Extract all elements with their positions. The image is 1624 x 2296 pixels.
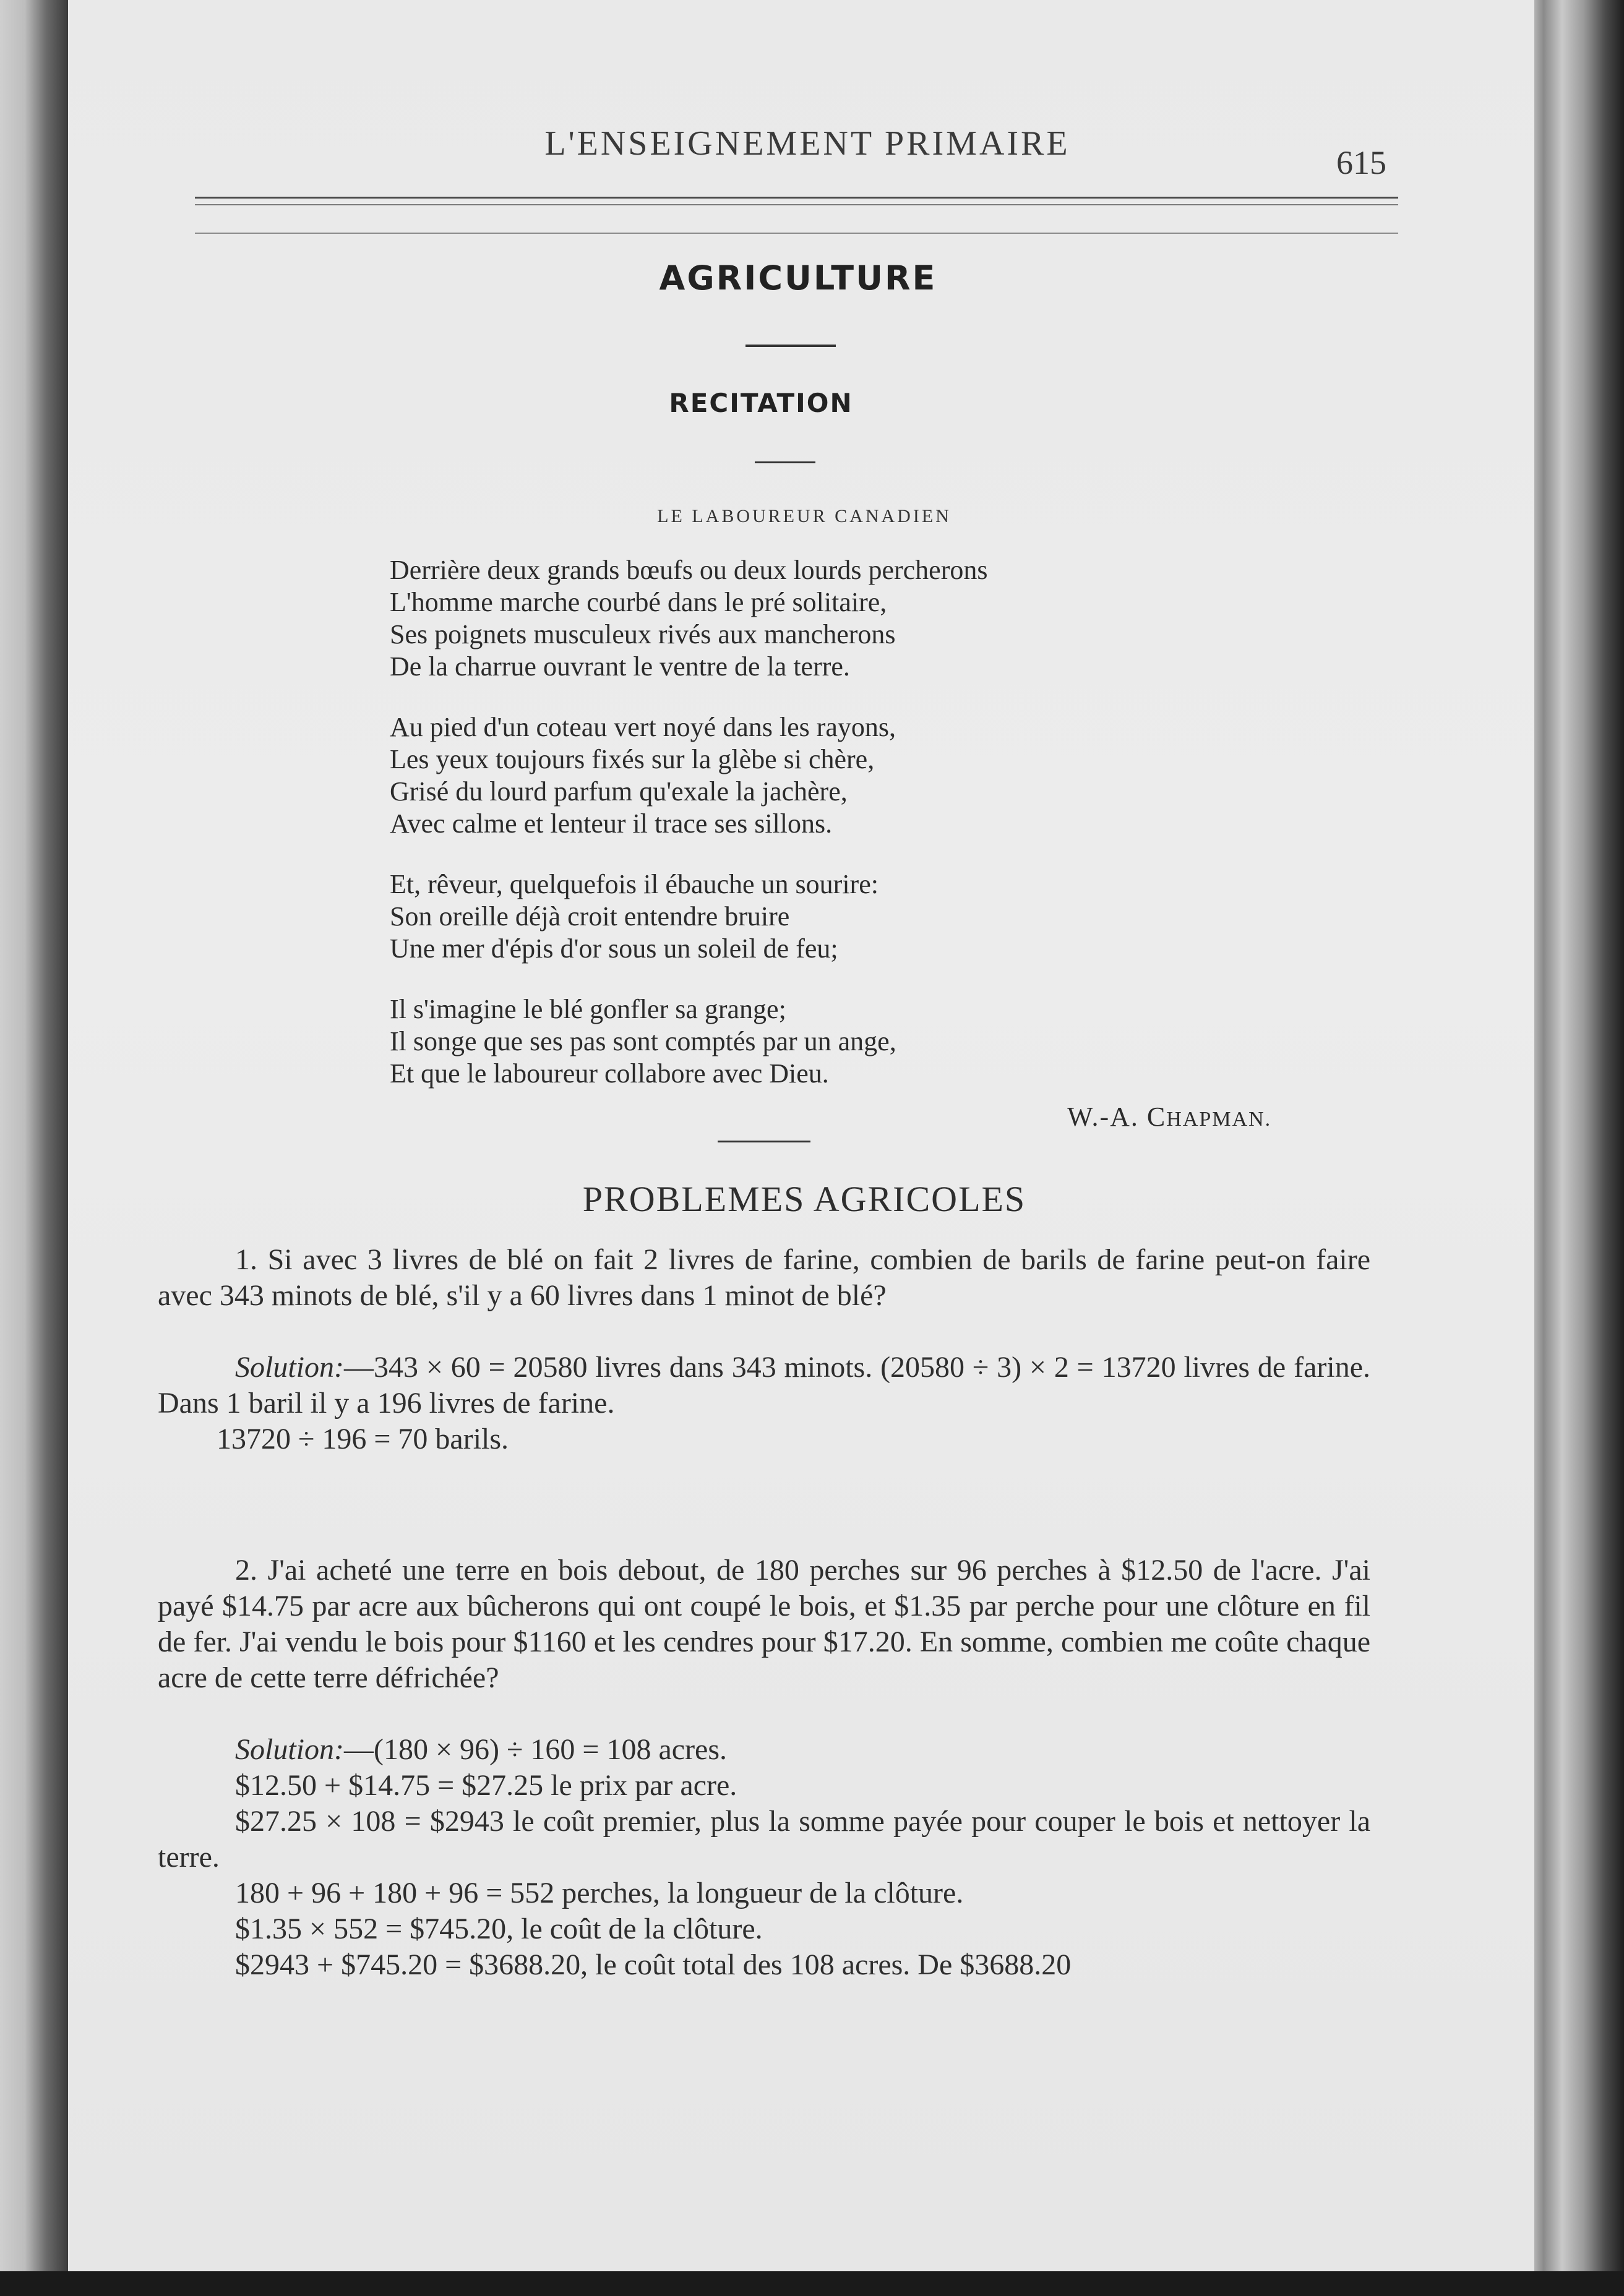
- problem-1-solution-result: 13720 ÷ 196 = 70 barils.: [217, 1423, 509, 1455]
- solution-text: —(180 × 96) ÷ 160 = 108 acres.: [344, 1733, 728, 1766]
- subsection-title: RECITATION: [669, 388, 853, 418]
- poem-line: L'homme marche courbé dans le pré solitaire,: [390, 587, 887, 617]
- book-binding-shadow: [0, 0, 68, 2296]
- solution-label: Solution:: [235, 1351, 344, 1384]
- poem-stanza: [390, 711, 1225, 840]
- poem-line: De la charrue ouvrant le ventre de la terre.: [390, 651, 850, 682]
- separator-dash: [755, 461, 815, 463]
- poem-body: [390, 554, 1225, 1118]
- section-title: AGRICULTURE: [659, 259, 937, 298]
- poem-stanza: [390, 868, 1225, 965]
- problem-2: [158, 1553, 1370, 1983]
- poem-line: Avec calme et lenteur il trace ses sillons.: [390, 808, 833, 839]
- separator-dash: [745, 345, 836, 347]
- author-surname: HAPMAN.: [1166, 1108, 1272, 1131]
- header-rule-bottom: [195, 204, 1398, 205]
- poem-stanza: [390, 554, 1225, 683]
- problem-2-solution-line: $12.50 + $14.75 = $27.25 le prix par acre.: [235, 1769, 737, 1802]
- poem-line: Et que le laboureur collabore avec Dieu.: [390, 1058, 829, 1089]
- problem-2-question: 2. J'ai acheté une terre en bois debout, de 180 perches sur 96 perches à $12.50 de l'acre. J'ai payé $14.75 par acre aux bûcherons qui ont coupé le bois, et $1.35 par perche pour une clôture en fil de fer. J'ai vendu le bois pour $1160 et les cendres pour $17.20. En somme, combien me coûte chaque acre de cette terre défrichée?: [158, 1554, 1370, 1694]
- poem-line: Son oreille déjà croit entendre bruire: [390, 901, 790, 932]
- solution-text: —343 × 60 = 20580 livres dans 343 minots. (20580 ÷ 3) × 2 = 13720 livres de farine. Dans 1 baril il y a 196 livres de farine.: [158, 1351, 1370, 1420]
- poem-line: Les yeux toujours fixés sur la glèbe si chère,: [390, 744, 875, 774]
- poem-stanza: [390, 993, 1225, 1090]
- poem-line: Une mer d'épis d'or sous un soleil de feu;: [390, 933, 838, 964]
- problem-1-solution: [158, 1350, 1370, 1421]
- problem-2-solution-line: $27.25 × 108 = $2943 le coût premier, plus la somme payée pour couper le bois et nettoyer la terre.: [158, 1805, 1370, 1874]
- problem-1-question: 1. Si avec 3 livres de blé on fait 2 livres de farine, combien de barils de farine peut-on faire avec 343 minots de blé, s'il y a 60 livres dans 1 minot de blé?: [158, 1243, 1370, 1312]
- header-rule-top: [195, 197, 1398, 199]
- page-stack-edge: [1525, 0, 1624, 2296]
- poem-line: Ses poignets musculeux rivés aux mancherons: [390, 619, 896, 649]
- problem-2-solution-line: [158, 1732, 1370, 1768]
- solution-label: Solution:: [235, 1733, 344, 1766]
- problems-title: PROBLEMES AGRICOLES: [582, 1179, 1026, 1219]
- poem-title: LE LABOUREUR CANADIEN: [657, 506, 952, 526]
- running-head: L'ENSEIGNEMENT PRIMAIRE: [544, 124, 1070, 163]
- problem-2-solution-line: $2943 + $745.20 = $3688.20, le coût total des 108 acres. De $3688.20: [235, 1948, 1072, 1981]
- poem-author: [1067, 1101, 1271, 1133]
- author-initials: W.-A. C: [1067, 1102, 1167, 1132]
- problem-2-solution-line: $1.35 × 552 = $745.20, le coût de la clôture.: [235, 1913, 763, 1945]
- poem-line: Au pied d'un coteau vert noyé dans les rayons,: [390, 712, 896, 742]
- header-rule-thin: [195, 233, 1398, 234]
- problem-2-solution-line: 180 + 96 + 180 + 96 = 552 perches, la longueur de la clôture.: [235, 1877, 964, 1909]
- poem-line: Derrière deux grands bœufs ou deux lourds percherons: [390, 555, 988, 585]
- separator-dash: [718, 1141, 810, 1142]
- poem-line: Il s'imagine le blé gonfler sa grange;: [390, 994, 786, 1024]
- poem-line: Et, rêveur, quelquefois il ébauche un sourire:: [390, 869, 879, 899]
- page-number: 615: [1336, 144, 1386, 181]
- poem-line: Il songe que ses pas sont comptés par un ange,: [390, 1026, 896, 1056]
- scan-bottom-border: [0, 2271, 1624, 2296]
- poem-line: Grisé du lourd parfum qu'exale la jachère,: [390, 776, 848, 807]
- problem-1: [158, 1242, 1370, 1457]
